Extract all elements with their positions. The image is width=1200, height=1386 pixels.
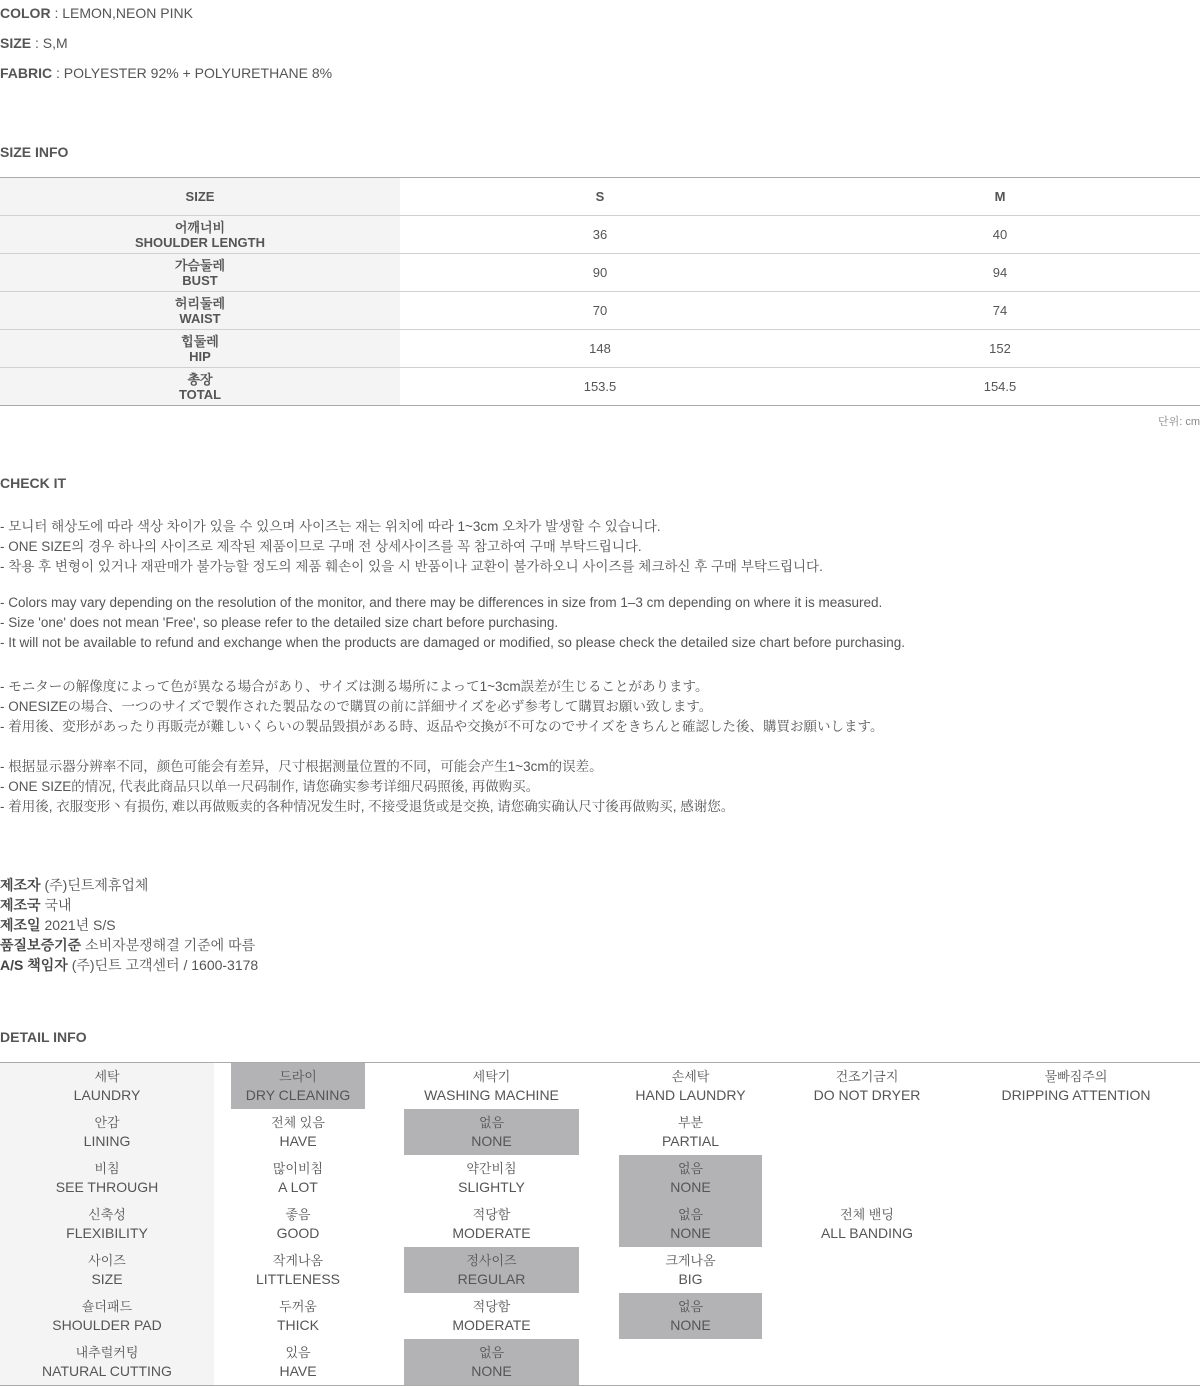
- detail-eng: ALL BANDING: [820, 1225, 914, 1241]
- detail-eng: MODERATE: [452, 1317, 531, 1333]
- color-label: COLOR: [0, 5, 51, 21]
- value-m: 94: [800, 254, 1200, 292]
- detail-kor: 약간비침: [466, 1161, 517, 1176]
- detail-kor: 숄더패드: [81, 1299, 133, 1314]
- value-s: 36: [400, 216, 800, 254]
- detail-option-selected: [231, 1063, 365, 1109]
- detail-kor: 안감: [94, 1115, 120, 1130]
- row-label: [0, 368, 400, 406]
- value-m: 154.5: [800, 368, 1200, 406]
- detail-kor: 없음: [478, 1345, 505, 1360]
- value-s: 90: [400, 254, 800, 292]
- row-label-eng: HIP: [189, 348, 211, 364]
- detail-kor: 사이즈: [88, 1253, 126, 1268]
- value-s: 70: [400, 292, 800, 330]
- detail-eng: DRY CLEANING: [245, 1087, 351, 1103]
- detail-option: [619, 1247, 762, 1293]
- detail-option-selected: [404, 1339, 579, 1385]
- size-value: : S,M: [31, 35, 68, 51]
- as-value: (주)딘트 고객센터 / 1600-3178: [67, 957, 259, 973]
- row-label: [0, 292, 400, 330]
- detail-option: [782, 1063, 952, 1109]
- check-line: - 着用後、変形があったり再販売が難しいくらいの製品毀損がある時、返品や交換が不可なのでサイズをきちんと確認した後、購買お願いします。: [0, 719, 884, 734]
- row-label-eng: BUST: [182, 272, 218, 288]
- detail-kor: 작게나옴: [272, 1253, 324, 1268]
- detail-kor: 없음: [677, 1161, 704, 1176]
- detail-row-label: [0, 1247, 214, 1293]
- detail-option: [404, 1293, 579, 1339]
- detail-kor: 정사이즈: [466, 1253, 517, 1268]
- value-s: 148: [400, 330, 800, 368]
- detail-row-label: [0, 1063, 214, 1109]
- row-label-eng: WAIST: [179, 310, 221, 326]
- unit-note: 단위: cm: [1157, 416, 1200, 428]
- quality-line: [0, 935, 255, 955]
- detail-option-selected: [619, 1155, 762, 1201]
- detail-eng: THICK: [277, 1317, 319, 1333]
- detail-kor: 좋음: [285, 1207, 311, 1222]
- check-line: - ONE SIZE의 경우 하나의 사이즈로 제작된 제품이므로 구매 전 상세사이즈를 꼭 참고하여 구매 부탁드립니다.: [0, 539, 642, 554]
- size-table: [0, 177, 1200, 406]
- detail-eng: REGULAR: [457, 1271, 526, 1287]
- size-spec: [0, 35, 68, 51]
- detail-eng: A LOT: [278, 1179, 318, 1195]
- detail-eng: PARTIAL: [661, 1133, 720, 1149]
- detail-kor: 신축성: [88, 1207, 126, 1222]
- detail-eng: HAVE: [279, 1133, 317, 1149]
- check-line: - 根据显示器分辨率不同，颜色可能会有差异，尺寸根据测量位置的不同，可能会产生1~3cm的误差。: [0, 759, 603, 774]
- size-header-label: SIZE: [0, 178, 400, 216]
- detail-eng: LINING: [83, 1133, 131, 1149]
- color-spec: [0, 5, 193, 21]
- detail-eng: NONE: [670, 1225, 711, 1241]
- date-line: [0, 915, 116, 935]
- detail-eng: LAUNDRY: [73, 1087, 141, 1103]
- detail-row-label: [0, 1293, 214, 1339]
- detail-kor: 부분: [677, 1115, 704, 1130]
- table-row: [0, 292, 1200, 330]
- detail-option: [619, 1063, 762, 1109]
- size-header-m: M: [800, 178, 1200, 216]
- table-row: [0, 216, 1200, 254]
- detail-kor: 세탁: [94, 1069, 120, 1084]
- row-label: [0, 254, 400, 292]
- detail-eng: LITTLENESS: [255, 1271, 341, 1287]
- row-label: [0, 330, 400, 368]
- value-m: 40: [800, 216, 1200, 254]
- check-it-title: CHECK IT: [0, 475, 67, 491]
- manufacturer-value: (주)딘트제휴업체: [40, 877, 149, 893]
- detail-option-selected: [404, 1109, 579, 1155]
- detail-kor: 많이비침: [272, 1161, 324, 1176]
- detail-kor: 적당함: [472, 1207, 511, 1222]
- detail-option: [231, 1247, 365, 1293]
- check-line: - モニターの解像度によって色が異なる場合があり、サイズは測る場所によって1~3cm誤差が生じることがあります。: [0, 679, 709, 694]
- table-row: [0, 254, 1200, 292]
- detail-eng: DRIPPING ATTENTION: [1001, 1087, 1151, 1103]
- detail-kor: 드라이: [279, 1069, 317, 1084]
- manufacturer-line: [0, 875, 148, 895]
- detail-row-label: [0, 1155, 214, 1201]
- detail-eng: NONE: [471, 1363, 512, 1379]
- detail-option: [404, 1063, 579, 1109]
- check-line: - Colors may vary depending on the resolution of the monitor, and there may be differences in size from 1–3 cm depending on where it is measured.: [0, 595, 883, 610]
- detail-kor: 비침: [94, 1161, 120, 1176]
- detail-option: [231, 1109, 365, 1155]
- detail-option: [952, 1063, 1200, 1109]
- detail-eng: MODERATE: [452, 1225, 531, 1241]
- detail-eng: SIZE: [91, 1271, 123, 1287]
- row-label-kor: 가슴둘레: [174, 257, 226, 273]
- detail-row-label: [0, 1109, 214, 1155]
- fabric-spec: [0, 65, 332, 81]
- table-row: [0, 330, 1200, 368]
- date-label: 제조일: [0, 917, 41, 933]
- size-label: SIZE: [0, 35, 32, 51]
- detail-eng: NATURAL CUTTING: [42, 1363, 172, 1379]
- detail-kor: 내추럴커팅: [75, 1345, 139, 1360]
- check-line: - ONE SIZE的情况, 代表此商品只以单一尺码制作, 请您确实参考详细尺码照後, 再做购买。: [0, 779, 540, 794]
- row-label-kor: 허리둘레: [174, 295, 226, 311]
- detail-option: [782, 1201, 952, 1247]
- detail-eng: HAVE: [279, 1363, 317, 1379]
- quality-label: 품질보증기준: [0, 937, 82, 953]
- detail-option: [231, 1339, 365, 1385]
- detail-eng: SLIGHTLY: [458, 1179, 525, 1195]
- detail-kor: 전체 있음: [271, 1115, 325, 1130]
- detail-row-label: [0, 1201, 214, 1247]
- detail-option: [231, 1155, 365, 1201]
- detail-option: [231, 1201, 365, 1247]
- as-label: A/S 책임자: [0, 957, 68, 973]
- detail-eng: FLEXIBILITY: [66, 1225, 148, 1241]
- row-label-eng: TOTAL: [178, 386, 222, 402]
- detail-kor: 건조기금지: [835, 1069, 899, 1084]
- detail-option-selected: [619, 1293, 762, 1339]
- detail-kor: 없음: [677, 1207, 704, 1222]
- size-table-header: [0, 178, 1200, 216]
- check-line: - 모니터 해상도에 따라 색상 차이가 있을 수 있으며 사이즈는 재는 위치에 따라 1~3cm 오차가 발생할 수 있습니다.: [0, 519, 661, 534]
- check-line: - 착용 후 변형이 있거나 재판매가 불가능할 정도의 제품 훼손이 있을 시 반품이나 교환이 불가하오니 사이즈를 체크하신 후 구매 부탁드립니다.: [0, 559, 823, 574]
- country-value: 국내: [40, 897, 72, 913]
- detail-eng: SEE THROUGH: [55, 1179, 159, 1195]
- date-value: 2021년 S/S: [40, 917, 116, 933]
- detail-info-title: DETAIL INFO: [0, 1029, 87, 1045]
- detail-option: [231, 1293, 365, 1339]
- detail-option: [404, 1201, 579, 1247]
- detail-kor: 없음: [677, 1299, 704, 1314]
- fabric-value: : POLYESTER 92% + POLYURETHANE 8%: [52, 65, 333, 81]
- check-line: - Size 'one' does not mean 'Free', so please refer to the detailed size chart before purchasing.: [0, 615, 559, 630]
- detail-kor: 세탁기: [472, 1069, 511, 1084]
- detail-option-selected: [404, 1247, 579, 1293]
- detail-grid: [0, 1062, 1200, 1386]
- detail-eng: WASHING MACHINE: [424, 1087, 559, 1103]
- detail-kor: 없음: [478, 1115, 505, 1130]
- detail-eng: HAND LAUNDRY: [635, 1087, 746, 1103]
- detail-option: [404, 1155, 579, 1201]
- check-line: - 着用後, 衣服变形丶有损伤, 难以再做贩卖的各种情况发生时, 不接受退货或是交换, 请您确实确认尺寸後再做购买, 感谢您。: [0, 799, 735, 814]
- row-label-kor: 총장: [187, 371, 213, 387]
- detail-option-selected: [619, 1201, 762, 1247]
- row-label-eng: SHOULDER LENGTH: [135, 234, 265, 250]
- detail-kor: 있음: [285, 1345, 311, 1360]
- detail-kor: 적당함: [472, 1299, 511, 1314]
- detail-eng: NONE: [471, 1133, 512, 1149]
- fabric-label: FABRIC: [0, 65, 53, 81]
- row-label: [0, 216, 400, 254]
- row-label-kor: 어깨너비: [174, 219, 226, 235]
- detail-row-label: [0, 1339, 214, 1385]
- color-value: : LEMON,NEON PINK: [50, 5, 193, 21]
- detail-eng: NONE: [670, 1179, 711, 1195]
- detail-eng: NONE: [670, 1317, 711, 1333]
- value-m: 152: [800, 330, 1200, 368]
- check-line: - It will not be available to refund and exchange when the products are damaged or modified, so please check the detailed size chart before purchasing.: [0, 635, 906, 650]
- value-s: 153.5: [400, 368, 800, 406]
- size-info-title: SIZE INFO: [0, 144, 69, 160]
- detail-eng: GOOD: [276, 1225, 320, 1241]
- manufacturer-label: 제조자: [0, 877, 41, 893]
- row-label-kor: 힙둘레: [181, 333, 219, 349]
- check-line: - ONESIZEの場合、一つのサイズで製作された製品なので購買の前に詳細サイズを必ず参考して購買お願い致します。: [0, 699, 713, 714]
- detail-kor: 전체 밴딩: [840, 1207, 894, 1222]
- country-label: 제조국: [0, 897, 41, 913]
- detail-eng: BIG: [678, 1271, 703, 1287]
- detail-kor: 크게나옴: [665, 1253, 716, 1268]
- detail-kor: 손세탁: [671, 1069, 710, 1084]
- quality-value: 소비자분쟁해결 기준에 따름: [81, 937, 256, 953]
- as-line: [0, 955, 258, 975]
- detail-kor: 두꺼움: [279, 1299, 317, 1314]
- detail-option: [619, 1109, 762, 1155]
- value-m: 74: [800, 292, 1200, 330]
- detail-eng: DO NOT DRYER: [813, 1087, 921, 1103]
- table-row: [0, 368, 1200, 406]
- detail-eng: SHOULDER PAD: [52, 1317, 162, 1333]
- size-header-s: S: [400, 178, 800, 216]
- country-line: [0, 895, 72, 915]
- detail-kor: 물빠짐주의: [1044, 1069, 1108, 1084]
